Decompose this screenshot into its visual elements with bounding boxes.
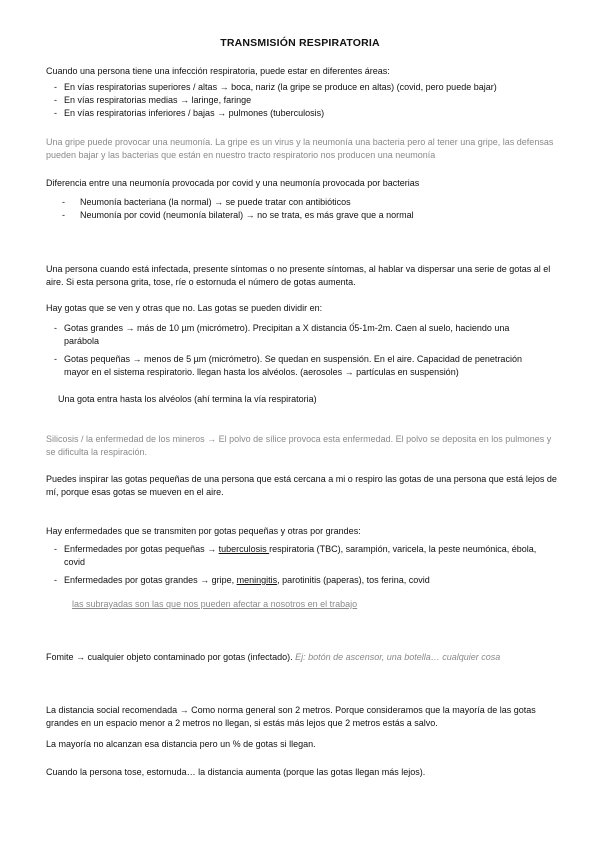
fomite-main: Fomite → cualquier objeto contaminado por gotas (infectado). xyxy=(46,652,296,662)
enf-pequenas-underlined: tuberculosis xyxy=(218,544,270,554)
page-title: TRANSMISIÓN RESPIRATORIA xyxy=(220,37,380,49)
tose-paragraph: Cuando la persona tose, estornuda… la distancia aumenta (porque las gotas llegan más lejos). xyxy=(46,767,426,777)
enfermedades-list xyxy=(46,543,546,587)
gotas-intro: Hay gotas que se ven y otras que no. Las gotas se pueden dividir en: xyxy=(46,303,323,313)
diferencias-list xyxy=(46,196,566,222)
list-item: - En vías respiratorias inferiores / bajas → pulmones (tuberculosis) xyxy=(46,107,572,120)
alveolos-note: Una gota entra hasta los alvéolos (ahí termina la vía respiratoria) xyxy=(58,394,317,404)
enf-grandes-suffix: , parotinitis (paperas), tos ferina, covid xyxy=(277,575,430,585)
list-item: - Gotas grandes → más de 10 µm (micrómetro). Precipitan a X distancia 0́5-1m-2m. Caen al suelo, haciendo una parábola xyxy=(46,322,546,348)
fomite-paragraph xyxy=(46,651,576,664)
silicosis-note: Silicosis / la enfermedad de los mineros → El polvo de sílice provoca esta enfermedad. El polvo se deposita en los pulmones y se dificulta la respiración. xyxy=(46,434,552,457)
gotas-list xyxy=(46,322,546,379)
inspirar-paragraph: Puedes inspirar las gotas pequeñas de una persona que está cercana a mi o respiro las gotas de una persona que está lejos de mí, porque esas gotas se mueven en el aire. xyxy=(46,474,557,497)
fomite-example: Ej: botón de ascensor, una botella… cualquier cosa xyxy=(295,652,501,662)
intro-paragraph: Cuando una persona tiene una infección respiratoria, puede estar en diferentes áreas: xyxy=(46,66,390,76)
subrayadas-note: las subrayadas son las que nos pueden afectar a nosotros en el trabajo xyxy=(72,599,358,609)
distancia-paragraph: La distancia social recomendada → Como norma general son 2 metros. Porque consideramos que la mayoría de las gotas grandes en un espacio menor a 2 metros no llegan, si estás más lejos que 2 metros estás a salvo. xyxy=(46,705,536,728)
mayoria-paragraph: La mayoría no alcanzan esa distancia pero un % de gotas si llegan. xyxy=(46,739,316,749)
areas-list xyxy=(46,81,572,120)
list-item xyxy=(46,543,546,569)
enfermedades-intro: Hay enfermedades que se transmiten por gotas pequeñas y otras por grandes: xyxy=(46,526,361,536)
list-item: - En vías respiratorias superiores / altas → boca, nariz (la gripe se produce en altas) (covid, pero puede bajar) xyxy=(46,81,572,94)
diferencia-heading: Diferencia entre una neumonía provocada por covid y una neumonía provocada por bacterias xyxy=(46,178,420,188)
list-item: - Neumonía por covid (neumonía bilateral) → no se trata, es más grave que a normal xyxy=(46,209,566,222)
enf-grandes-underlined: meningitis xyxy=(236,575,278,585)
list-item: - En vías respiratorias medias → laringe, faringe xyxy=(46,94,572,107)
list-item: - Gotas pequeñas → menos de 5 µm (micrómetro). Se quedan en suspensión. En el aire. Capacidad de penetración mayor en el sistema respiratorio. llegan hasta los alvéolos. (aerosoles → partículas en suspensión) xyxy=(46,353,546,379)
enf-grandes-prefix: Enfermedades por gotas grandes → gripe, xyxy=(64,575,237,585)
list-item xyxy=(46,574,546,587)
enf-pequenas-suffix: respiratoria (TBC), sarampión, varicela, la peste neumónica, ébola, covid xyxy=(64,544,537,567)
enf-pequenas-prefix: Enfermedades por gotas pequeñas → xyxy=(64,544,219,554)
infectada-paragraph: Una persona cuando está infectada, presente síntomas o no presente síntomas, al hablar va dispersar una serie de gotas al el aire. Si esta persona grita, tose, ríe o estornuda el número de gotas aumenta. xyxy=(46,264,551,287)
list-item: - Neumonía bacteriana (la normal) → se puede tratar con antibióticos xyxy=(46,196,566,209)
gripe-note: Una gripe puede provocar una neumonía. La gripe es un virus y la neumonía una bacteria pero al tener una gripe, las defensas pueden bajar y las bacterias que están en nuestro tracto respiratorio nos producen una neumonía xyxy=(46,137,554,160)
